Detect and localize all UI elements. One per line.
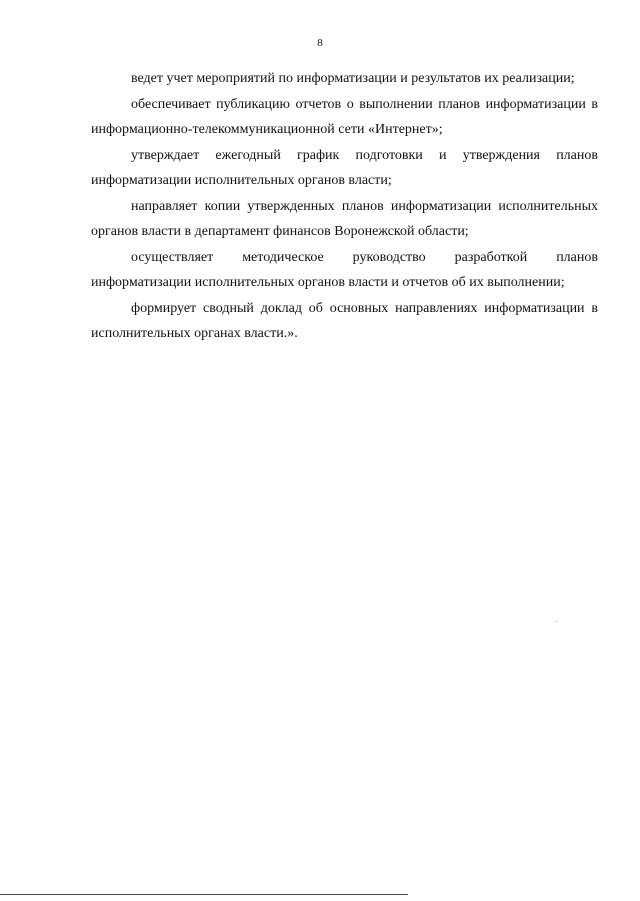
paragraph-3: утверждает ежегодный график подготовки и утверждения планов информатизации исполнительных органов власти; xyxy=(91,147,598,188)
paragraph-4: направляет копии утвержденных планов информатизации исполнительных органов власти в департамент финансов Воронежской области; xyxy=(91,198,598,239)
scan-speck xyxy=(556,621,557,622)
paragraph-5: осуществляет методическое руководство разработкой планов информатизации исполнительных органов власти и отчетов об их выполнении; xyxy=(91,249,598,290)
document-body xyxy=(91,66,598,347)
footer-rule xyxy=(0,894,408,895)
paragraph-2: обеспечивает публикацию отчетов о выполнении планов информатизации в информационно-телекоммуникационной сети «Интернет»; xyxy=(91,96,598,137)
page-number: 8 xyxy=(317,37,323,49)
paragraph-1: ведет учет мероприятий по информатизации и результатов их реализации; xyxy=(131,71,575,86)
paragraph-6: формирует сводный доклад об основных направлениях информатизации в исполнительных органах власти.». xyxy=(91,300,598,341)
